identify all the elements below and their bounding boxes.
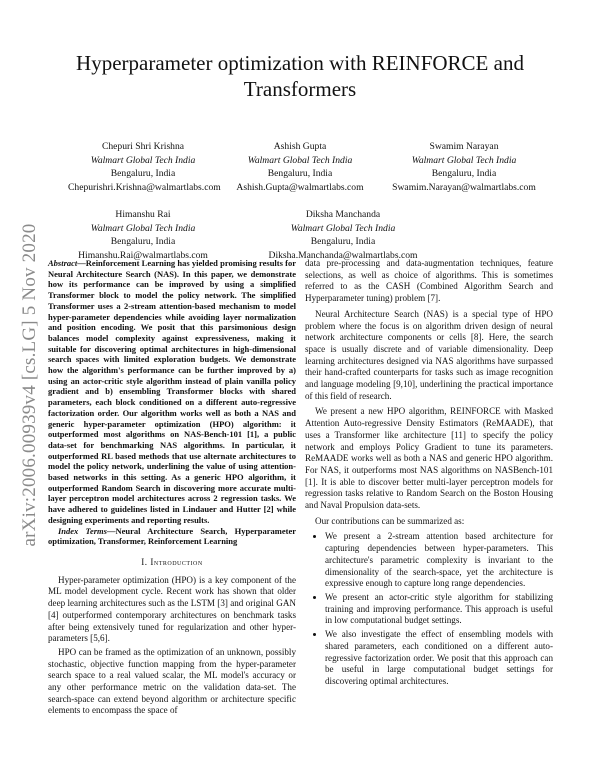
author-email: Swamim.Narayan@walmartlabs.com	[392, 181, 536, 193]
author-location: Bengaluru, India	[267, 168, 333, 179]
intro-paragraph-3: data pre-processing and data-augmentation techniques, feature selections, as well as choice of algorithms. This is sometimes referred to as the CASH (Combined Algorithm Search and Hyperparameter tuning) problem [7].	[305, 258, 553, 304]
intro-paragraph-2: HPO can be framed as the optimization of an unknown, possibly stochastic, objective function mapping from the hyper-parameter search space to a real valued scalar, the ML model's accuracy or any other performance metric on the validation data-set. The search-space can extend beyond algorithm or architecture specific elements to encompass the space of	[48, 646, 296, 716]
author-email: Ashish.Gupta@walmartlabs.com	[236, 181, 364, 193]
list-item: • We present a 2-stream attention based architecture for capturing dependencies between hyper-parameters. This architecture's parametric complexity is invariant to the dimensionality of the search-space, yet the architecture is expressive enough to capture long range dependencies.	[325, 531, 553, 590]
author-block	[225, 140, 375, 194]
author-location: Bengaluru, India	[310, 236, 376, 247]
intro-paragraph-5: We present a new HPO algorithm, REINFORCE with Masked Attention Auto-regressive Density Estimators (ReMAADE), that uses a Transformer like architecture [11] to specify the policy network and employs Policy Gradient to tune its parameters. ReMAADE works well as both a NAS and generic HPO algorithm. For NAS, it outperforms most NAS algorithms on NASBench-101 [1]. It is able to discover better multi-layer perceptron models for regression tasks relative to Random Search on the Boston Housing and Naval Propulsion data-sets.	[305, 406, 553, 511]
author-block	[68, 208, 218, 262]
author-name: Diksha Manchanda	[305, 209, 381, 220]
author-name: Chepuri Shri Krishna	[101, 141, 185, 152]
index-terms	[48, 526, 296, 547]
right-column	[305, 258, 553, 690]
abstract-label: Abstract	[48, 258, 78, 268]
author-email: Diksha.Manchanda@walmartlabs.com	[268, 249, 418, 261]
author-location: Bengaluru, India	[110, 236, 176, 247]
left-column	[48, 258, 296, 717]
paper-title: Hyperparameter optimization with REINFORCE and Transformers	[76, 51, 524, 101]
list-item: • We present an actor-critic style algorithm for stabilizing training and improving performance. This approach is useful in low computational budget settings.	[325, 592, 553, 627]
list-item: • We also investigate the effect of ensembling models with shared parameters, each conditioned on a different auto-regressive factorization order. We posit that this approach can be useful in large computational budget settings for discovering optimal architectures.	[325, 629, 553, 688]
arxiv-identifier: arXiv:2006.00939v4 [cs.LG] 5 Nov 2020	[19, 223, 40, 547]
abstract	[48, 258, 296, 526]
author-affiliation: Walmart Global Tech India	[90, 154, 196, 166]
author-block	[389, 140, 539, 194]
index-terms-text: —Neural Architecture Search, Hyperparameter optimization, Transformer, Reinforcement Learning	[48, 525, 296, 547]
author-location: Bengaluru, India	[110, 168, 176, 179]
author-affiliation: Walmart Global Tech India	[411, 154, 517, 166]
contributions-list	[305, 531, 553, 687]
author-block	[68, 140, 221, 194]
contributions-intro: Our contributions can be summarized as:	[315, 515, 465, 526]
author-affiliation: Walmart Global Tech India	[90, 222, 196, 234]
author-block	[253, 208, 433, 262]
author-name: Swamim Narayan	[429, 141, 499, 152]
section-number: I.	[141, 556, 148, 567]
author-email: Chepurishri.Krishna@walmartlabs.com	[68, 181, 221, 193]
index-terms-label: Index Terms	[58, 525, 107, 536]
section-heading	[48, 557, 296, 569]
section-title: Introduction	[150, 556, 203, 567]
author-affiliation: Walmart Global Tech India	[247, 154, 353, 166]
author-affiliation: Walmart Global Tech India	[290, 222, 396, 234]
author-location: Bengaluru, India	[431, 168, 497, 179]
intro-paragraph-1: Hyper-parameter optimization (HPO) is a key component of the ML model development cycle. Recent work has shown that older deep learning architectures such as the LSTM [3] and original GAN [4] outperformed contemporary architectures on benchmark tasks after being extensively tuned for regularization and other hyper-parameters [5,6].	[48, 574, 296, 644]
abstract-text: —Reinforcement Learning has yielded promising results for Neural Architecture Search (NAS). In this paper, we demonstrate how its performance can be improved by using a simplified Transformer block to model the policy network. The simplified Transformer uses a 2-stream attention-based mechanism to model hyper-parameter dependencies while avoiding layer normalization and position encoding. We posit that this parsimonious design balances model complexity against expressiveness, making it suitable for discovering optimal architectures in high-dimensional search spaces with limited exploration budgets. We demonstrate how the algorithm's performance can be further improved by a) using an actor-critic style algorithm instead of plain vanilla policy gradient and b) ensembling Transformer blocks with shared parameters, each block conditioned on a different auto-regressive factorization order. Our algorithm works well as both a NAS and generic hyper-parameter optimization (HPO) algorithm: it outperformed most algorithms on NAS-Bench-101 [1], a public data-set for benchmarking NAS algorithms. In particular, it outperformed RL based methods that use alternate architectures to model the policy network, underlining the value of using attention-based networks in this setting. As a generic HPO algorithm, it outperformed Random Search in discovering more accurate multi-layer perceptron model architectures across 2 regression tasks. We have adhered to guidelines listed in Lindauer and Hutter [2] while designing experiments and reporting results.	[48, 258, 296, 525]
author-name: Ashish Gupta	[273, 141, 327, 152]
author-name: Himanshu Rai	[115, 209, 171, 220]
author-email: Himanshu.Rai@walmartlabs.com	[78, 249, 208, 261]
intro-paragraph-4: Neural Architecture Search (NAS) is a special type of HPO problem where the focus is on algorithm driven design of neural network architecture components or cells [8]. Here, the search space is usually discrete and of variable dimensionality. Deep learning architectures designed via NAS algorithms have surpassed their hand-crafted counterparts for tasks such as image recognition and language modeling [9,10], underlining the practical importance of this field of research.	[305, 308, 553, 401]
